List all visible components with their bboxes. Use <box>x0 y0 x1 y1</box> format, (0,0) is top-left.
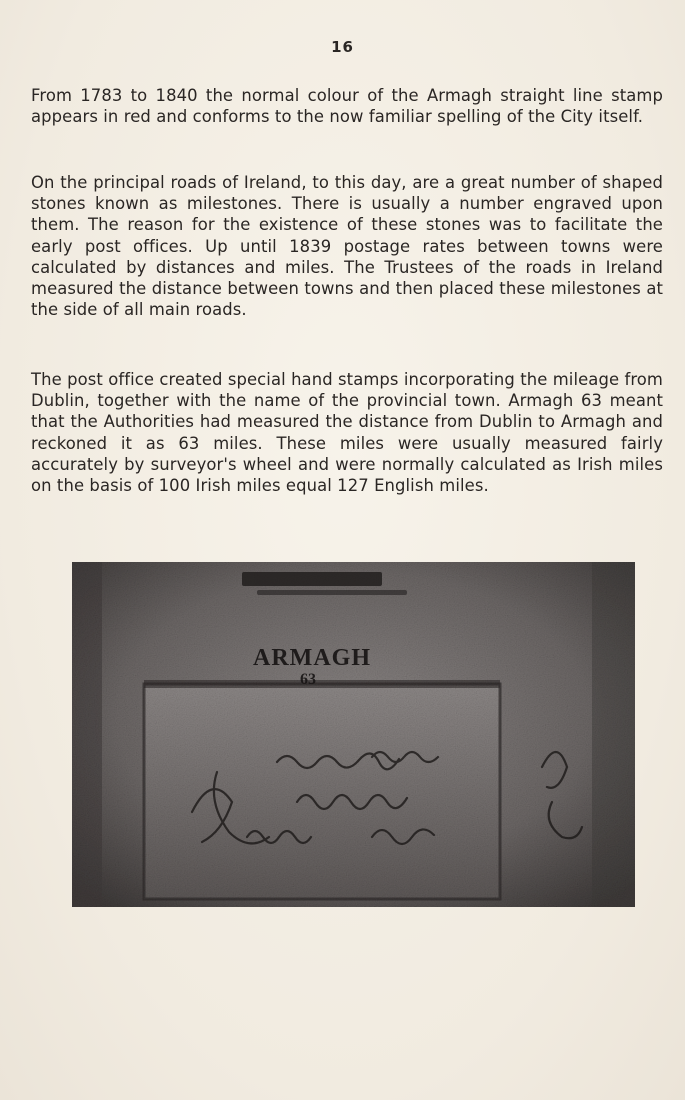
page-number: 16 <box>331 38 354 56</box>
letter-photograph <box>72 562 635 907</box>
paragraph-armagh-stamp-colour: From 1783 to 1840 the normal colour of the Armagh straight line stamp appears in red and conforms to the now familiar spelling of the City itself. <box>31 86 663 127</box>
paragraph-hand-stamps: The post office created special hand stamps incorporating the mileage from Dublin, together with the name of the provincial town. Armagh 63 meant that the Authorities had measured the distance from Dublin to Armagh and reckoned it as 63 miles. These miles were usually measured fairly accurately by surveyor's wheel and were normally calculated as Irish miles on the basis of 100 Irish miles equal 127 English miles. <box>31 370 663 496</box>
paragraph-milestones: On the principal roads of Ireland, to this day, are a great number of shaped stones known as milestones. There is usually a number engraved upon them. The reason for the existence of these stones was to facilitate the early post offices. Up until 1839 postage rates between towns were calculated by distances and miles. The Trustees of the roads in Ireland measured the distance between towns and then placed these milestones at the side of all main roads. <box>31 173 663 320</box>
armagh-stamp-text: ARMAGH <box>253 645 371 671</box>
armagh-stamp-mileage: 63 <box>300 671 316 688</box>
